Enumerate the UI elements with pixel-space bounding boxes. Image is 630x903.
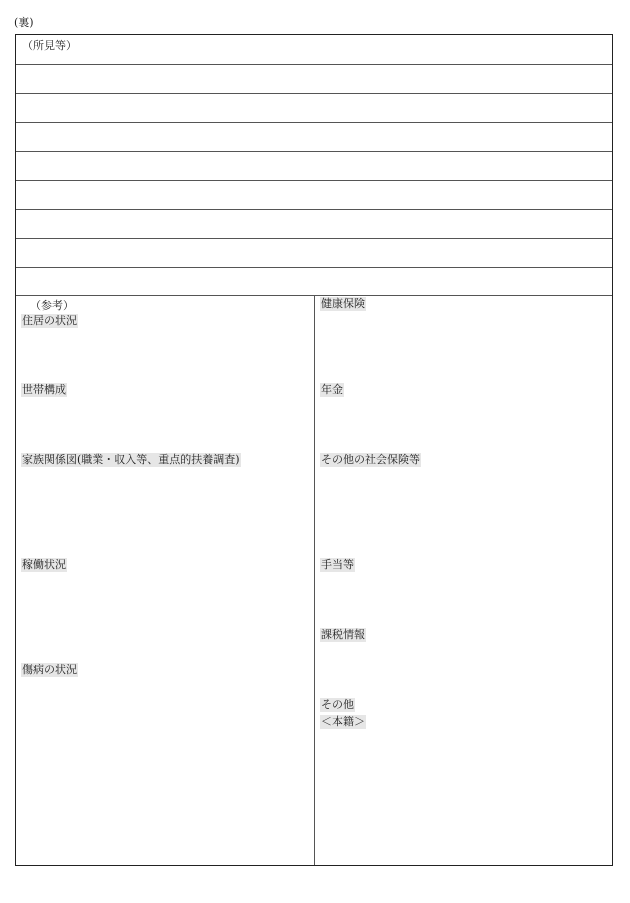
pension-label: 年金 [321, 383, 343, 396]
notes-line [16, 151, 612, 152]
employment-label: 稼働状況 [22, 558, 66, 571]
column-divider [314, 295, 315, 865]
notes-line [16, 267, 612, 268]
household-label: 世帯構成 [22, 383, 66, 396]
notes-line [16, 93, 612, 94]
allowances-label: 手当等 [321, 558, 354, 571]
report-form [15, 34, 613, 866]
illness-label: 傷病の状況 [22, 663, 77, 676]
notes-line [16, 122, 612, 123]
housing-label: 住居の状況 [22, 314, 77, 327]
notes-heading: （所見等） [22, 39, 77, 52]
notes-line [16, 209, 612, 210]
tax-info-label: 課税情報 [321, 628, 365, 641]
domicile-label: ＜本籍＞ [321, 715, 365, 728]
page-side-label: (裏) [14, 16, 34, 29]
other-label: その他 [321, 698, 354, 711]
other-social-insurance-label: その他の社会保険等 [321, 453, 420, 466]
health-insurance-label: 健康保険 [321, 297, 365, 310]
reference-heading: （参考） [30, 299, 74, 312]
notes-line [16, 238, 612, 239]
family-chart-label: 家族関係図(職業・収入等、重点的扶養調査) [22, 453, 240, 466]
notes-line [16, 64, 612, 65]
notes-line [16, 180, 612, 181]
